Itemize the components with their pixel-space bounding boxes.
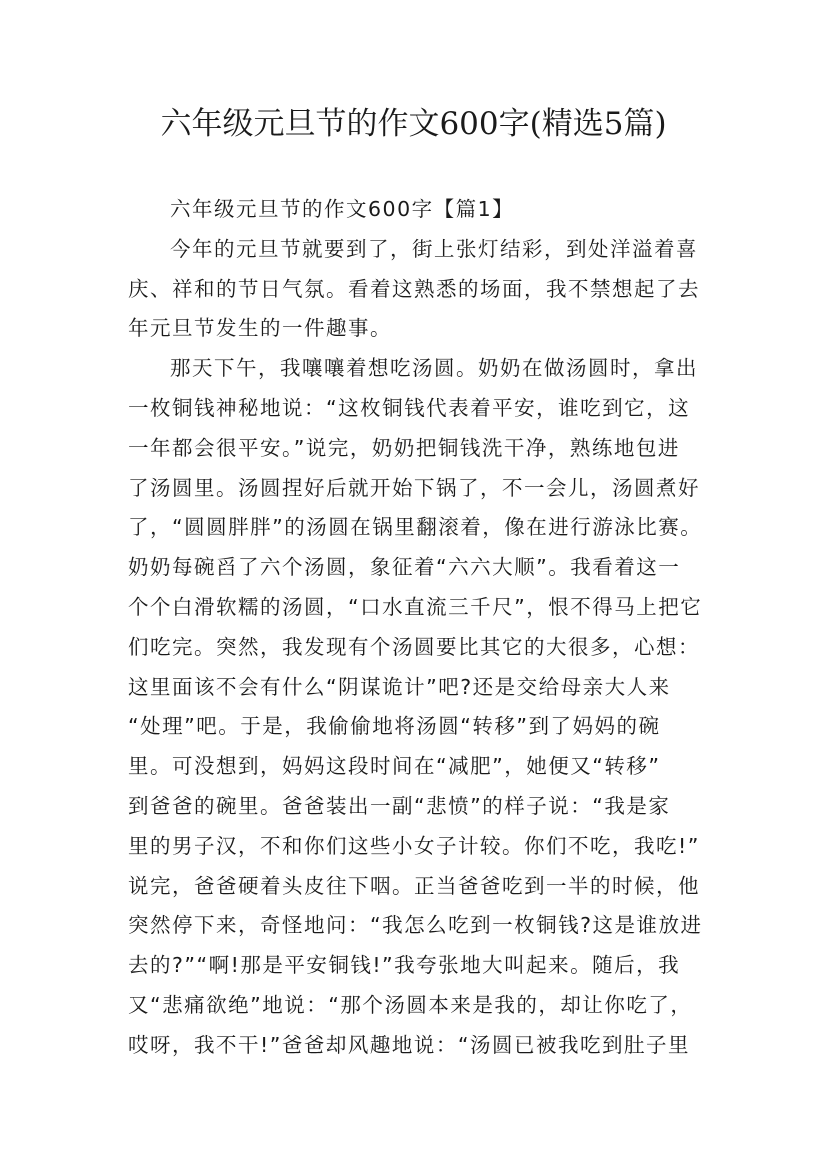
text-line: 突然停下来，奇怪地问：“我怎么吃到一枚铜钱?这是谁放进 xyxy=(128,913,703,938)
text-line: 里。可没想到，妈妈这段时间在“减肥”，她便又“转移” xyxy=(128,754,661,779)
text-line: 了汤圆里。汤圆捏好后就开始下锅了，不一会儿，汤圆煮好 xyxy=(128,475,700,500)
text-line: 又“悲痛欲绝”地说：“那个汤圆本来是我的，却让你吃了， xyxy=(128,992,693,1017)
text-line: 一枚铜钱神秘地说：“这枚铜钱代表着平安，谁吃到它，这 xyxy=(128,395,691,420)
text-line: 一年都会很平安。”说完，奶奶把铜钱洗干净，熟练地包进 xyxy=(128,435,680,460)
text-line: 到爸爸的碗里。爸爸装出一副“悲愤”的样子说：“我是家 xyxy=(128,793,671,818)
text-line: 六年级元旦节的作文600字【篇1】 xyxy=(170,197,515,221)
text-line: 年元旦节发生的一件趣事。 xyxy=(128,316,392,341)
document-body xyxy=(128,190,708,1066)
text-line: 那天下午，我嚷嚷着想吃汤圆。奶奶在做汤圆时，拿出 xyxy=(170,356,698,381)
text-line: 这里面该不会有什么“阴谋诡计”吧?还是交给母亲大人来 xyxy=(128,674,671,699)
text-line: 个个白滑软糯的汤圆，“口水直流三千尺”，恨不得马上把它 xyxy=(128,594,703,619)
text-line: 里的男子汉，不和你们这些小女子计较。你们不吃，我吃!” xyxy=(128,833,700,858)
text-line: 今年的元旦节就要到了，街上张灯结彩，到处洋溢着喜 xyxy=(170,236,698,261)
text-line: “处理”吧。于是，我偷偷地将汤圆“转移”到了妈妈的碗 xyxy=(128,714,661,739)
text-line: 说完，爸爸硬着头皮往下咽。正当爸爸吃到一半的时候，他 xyxy=(128,873,700,898)
text-line: 哎呀，我不干!”爸爸却风趣地说：“汤圆已被我吃到肚子里 xyxy=(128,1032,690,1057)
text-line: 了，“圆圆胖胖”的汤圆在锅里翻滚着，像在进行游泳比赛。 xyxy=(128,515,703,540)
text-line: 庆、祥和的节日气氛。看着这熟悉的场面，我不禁想起了去 xyxy=(128,276,700,301)
text-line: 去的?”“啊!那是平安铜钱!”我夸张地大叫起来。随后，我 xyxy=(128,953,681,978)
text-line: 们吃完。突然，我发现有个汤圆要比其它的大很多，心想： xyxy=(128,634,700,659)
document-title: 六年级元旦节的作文600字(精选5篇) xyxy=(160,106,667,142)
text-line: 奶奶每碗舀了六个汤圆，象征着“六六大顺”。我看着这一 xyxy=(128,555,681,580)
